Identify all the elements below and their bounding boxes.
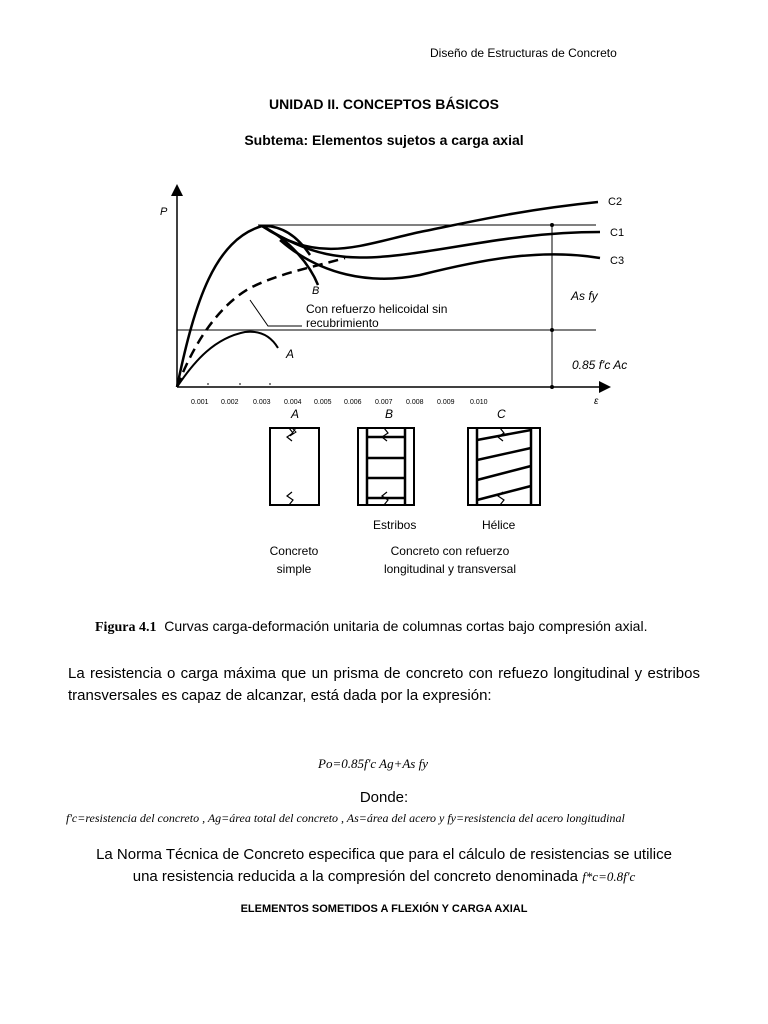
x-tick-label: 0.009 bbox=[437, 399, 455, 406]
label-b: B bbox=[312, 285, 320, 297]
group-label-reinforced-1: Concreto con refuerzo bbox=[390, 544, 510, 558]
column-c-diagram bbox=[468, 428, 540, 505]
label-a: A bbox=[286, 347, 295, 361]
x-tick-label: 0.003 bbox=[253, 399, 271, 406]
figure-caption bbox=[95, 618, 647, 636]
label-c3: C3 bbox=[610, 255, 625, 267]
label-c2: C2 bbox=[608, 196, 623, 208]
caption-text: Curvas carga-deformación unitaria de columnas cortas bajo compresión axial. bbox=[164, 618, 648, 634]
x-tick-label: 0.007 bbox=[375, 399, 393, 406]
donde-label: Donde: bbox=[359, 789, 409, 806]
label-estribos: Estribos bbox=[373, 518, 417, 532]
norma-formula: f*c=0.8f'c bbox=[582, 869, 636, 884]
norma-line-2 bbox=[0, 866, 768, 888]
body-paragraph: La resistencia o carga máxima que un prisma de concreto con refuezo longitudinal y estribos transversales es capaz de alcanzar, está dada por la expresión: bbox=[68, 665, 700, 704]
x-tick-label: 0.006 bbox=[344, 399, 362, 406]
page-header: Diseño de Estructuras de Concreto bbox=[430, 46, 617, 60]
label-helice: Hélice bbox=[482, 518, 516, 532]
x-tick-label: 0.005 bbox=[314, 399, 332, 406]
y-axis-label: P bbox=[160, 206, 168, 218]
caption-number: Figura 4.1 bbox=[95, 620, 157, 635]
section-letter-a: A bbox=[291, 407, 300, 421]
section-title-bottom: ELEMENTOS SOMETIDOS A FLEXIÓN Y CARGA AXIAL bbox=[240, 903, 528, 915]
curve-a bbox=[177, 332, 278, 387]
x-tick-label: 0.001 bbox=[191, 399, 209, 406]
norma-line-2-text: una resistencia reducida a la compresión del concreto denominada bbox=[132, 868, 579, 885]
annotation-helical-line1: Con refuerzo helicoidal sin bbox=[306, 302, 448, 316]
norma-line-1: La Norma Técnica de Concreto especifica que para el cálculo de resistencias se utilice bbox=[96, 846, 672, 863]
subtitle: Subtema: Elementos sujetos a carga axial bbox=[244, 132, 524, 148]
norma-paragraph bbox=[0, 844, 768, 888]
annotation-helical-line2: recubrimiento bbox=[306, 316, 379, 330]
x-tick-label: 0.002 bbox=[221, 399, 239, 406]
x-tick-label: 0.008 bbox=[406, 399, 424, 406]
load-strain-figure bbox=[150, 180, 650, 600]
label-c1: C1 bbox=[610, 227, 625, 239]
curve-main bbox=[177, 226, 310, 387]
group-label-simple-1: Concreto bbox=[269, 544, 319, 558]
x-tick-labels bbox=[191, 399, 488, 406]
label-085-fc-ac: 0.85 f'c Ac bbox=[572, 358, 628, 372]
equation: Po=0.85f'c Ag+As fy bbox=[318, 756, 428, 771]
x-axis-label: ε bbox=[594, 396, 599, 407]
x-tick-label: 0.004 bbox=[284, 399, 302, 406]
column-a-diagram bbox=[270, 428, 319, 505]
column-b-diagram bbox=[358, 428, 414, 505]
group-label-reinforced-2: longitudinal y transversal bbox=[383, 562, 517, 576]
definitions: f'c=resistencia del concreto , Ag=área total del concreto , As=área del acero y fy=resistencia del acero longitudinal bbox=[66, 811, 625, 825]
label-as-fy: As fy bbox=[571, 289, 598, 303]
section-letter-c: C bbox=[497, 407, 506, 421]
unit-title: UNIDAD II. CONCEPTOS BÁSICOS bbox=[269, 96, 499, 112]
section-letter-b: B bbox=[385, 407, 394, 421]
x-tick-label: 0.010 bbox=[470, 399, 488, 406]
group-label-simple-2: simple bbox=[276, 562, 312, 576]
